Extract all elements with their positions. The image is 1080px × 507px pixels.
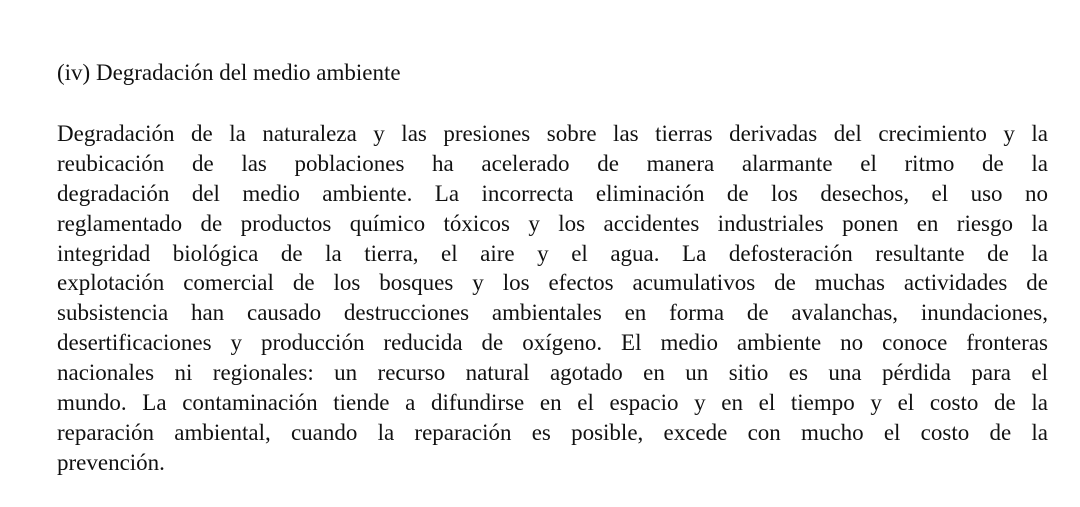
paragraph-line: integridad biológica de la tierra, el aire y el agua. La defosteración resultante de la	[57, 240, 1048, 266]
paragraph-line: reubicación de las poblaciones ha acelerado de manera alarmante el ritmo de la	[57, 150, 1048, 176]
paragraph-line: reparación ambiental, cuando la reparación es posible, excede con mucho el costo de la	[57, 419, 1048, 445]
paragraph-line: Degradación de la naturaleza y las presiones sobre las tierras derivadas del crecimiento y la	[57, 121, 1048, 146]
body-paragraph	[57, 119, 1048, 478]
paragraph-line: explotación comercial de los bosques y los efectos acumulativos de muchas actividades de	[57, 270, 1048, 296]
paragraph-line: prevención.	[57, 449, 165, 475]
paragraph-line: reglamentado de productos químico tóxicos y los accidentes industriales ponen en riesgo la	[57, 210, 1048, 236]
paragraph-line: degradación del medio ambiente. La incorrecta eliminación de los desechos, el uso no	[57, 180, 1048, 206]
paragraph-line: desertificaciones y producción reducida de oxígeno. El medio ambiente no conoce fronteras	[57, 330, 1048, 356]
paragraph-line: mundo. La contaminación tiende a difundirse en el espacio y en el tiempo y el costo de la	[57, 390, 1048, 416]
paragraph-line: subsistencia han causado destrucciones ambientales en forma de avalanchas, inundaciones,	[57, 300, 1048, 326]
section-heading: (iv) Degradación del medio ambiente	[57, 60, 401, 85]
paragraph-line: nacionales ni regionales: un recurso natural agotado en un sitio es una pérdida para el	[57, 360, 1048, 386]
